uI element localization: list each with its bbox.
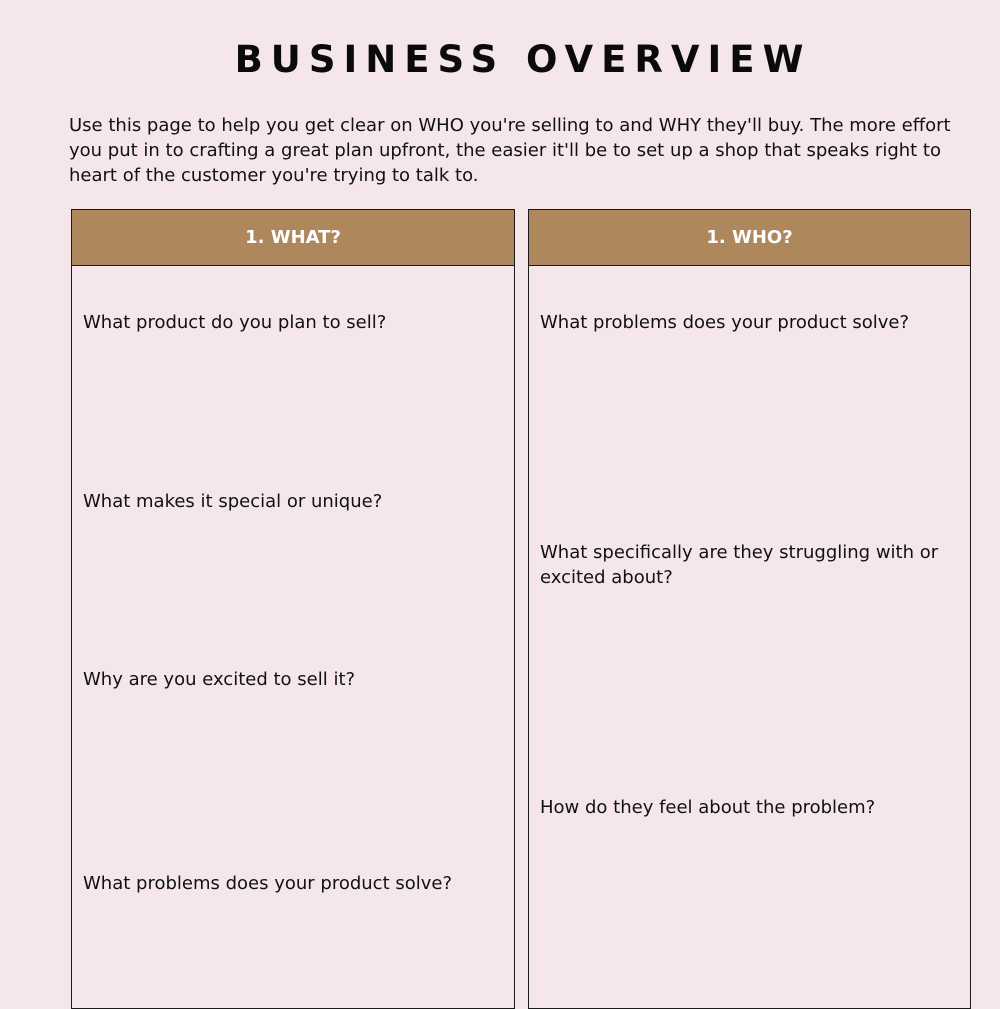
who-question-struggling: What specifically are they struggling with or excited about? — [540, 542, 939, 588]
who-question-feel: How do they feel about the problem? — [540, 797, 876, 818]
what-header: 1. WHAT? — [72, 210, 514, 266]
what-column — [71, 209, 515, 1009]
who-column — [528, 209, 971, 1009]
what-question-unique: What makes it special or unique? — [83, 491, 383, 512]
who-header: 1. WHO? — [529, 210, 970, 266]
who-question-problems: What problems does your product solve? — [540, 312, 910, 333]
what-question-problems: What problems does your product solve? — [83, 873, 453, 894]
what-question-product: What product do you plan to sell? — [83, 312, 387, 333]
page-title: BUSINESS OVERVIEW — [234, 38, 812, 81]
intro-paragraph: Use this page to help you get clear on WHO you're selling to and WHY they'll buy. The more effort you put in to crafting a great plan upfront, the easier it'll be to set up a shop that speaks right to heart of the customer you're trying to talk to. — [69, 115, 951, 186]
what-question-excited: Why are you excited to sell it? — [83, 669, 356, 690]
